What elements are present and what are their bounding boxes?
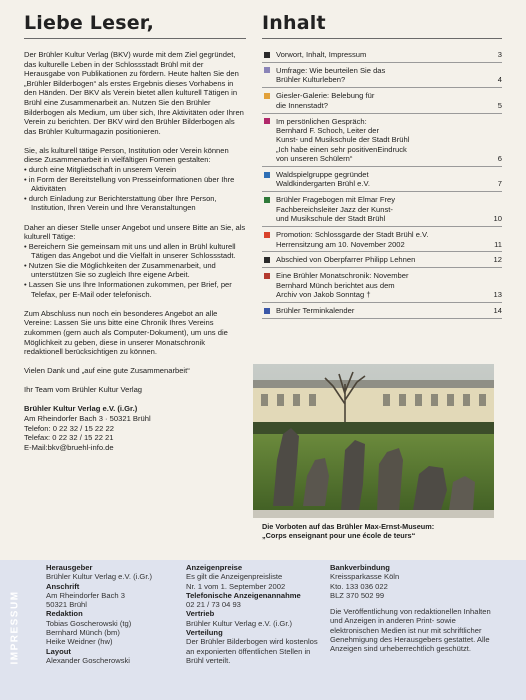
- editorial-body: [24, 50, 246, 452]
- section-marker-icon: [264, 197, 270, 203]
- toc-item[interactable]: [262, 303, 502, 319]
- section-marker-icon: [264, 232, 270, 238]
- toc-item-page: 11: [494, 239, 502, 249]
- list-item: • in Form der Bereitstellung von Presseinformationen über Ihre Aktivitäten: [24, 175, 246, 194]
- toc-item-page: 4: [497, 75, 502, 85]
- cooperation-list: [24, 165, 246, 213]
- contents-title: Inhalt: [262, 12, 502, 39]
- impressum-line: Alexander Goscherowski: [46, 655, 130, 665]
- impressum-column-publisher: [46, 563, 176, 665]
- list-item: • Nutzen Sie die Möglichkeiten der Zusammenarbeit, und unterstützen Sie so zugleich Ihre eigene Arbeit.: [24, 261, 246, 280]
- toc-item-page: 13: [493, 290, 502, 300]
- impressum-line: Brühler Kultur Verlag e.V. (i.Gr.): [46, 572, 153, 582]
- impressum-line: Bernhard Münch (bm): [46, 628, 120, 638]
- toc-item[interactable]: [262, 192, 502, 227]
- street-line: Am Rheindorfer Bach 3 · 50321 Brühl: [24, 414, 151, 423]
- publisher-address: [24, 404, 246, 452]
- toc-item-page: 12: [493, 255, 502, 265]
- phone-line: Telefon: 0 22 32 / 15 22 22: [24, 423, 114, 433]
- toc-item[interactable]: [262, 114, 502, 168]
- impressum-heading: Redaktion: [46, 609, 83, 619]
- section-marker-icon: [264, 308, 270, 314]
- editorial-paragraph: Der Brühler Kultur Verlag (BKV) wurde mit dem Ziel gegründet, das kulturelle Leben in der Schlossstadt Brühl mit der Herausgabe von Publikationen zu fördern. Heute halten Sie den „Brühler Bilderbogen“ als erstes Ergebnis dieses Vorhabens in den Händen. Der BKV als Verein bietet allen kulturell Tätigen in Brühl eine Zusammenarbeit an. Nutzen Sie den Brühler Bilderbogen als Medium, um über sich, Ihre Aktivitäten oder Ihren Verein zu berichten. Der BKV wird den Brühler Bilderbogen als das Brühler Kulturmagazin positionieren.: [24, 50, 244, 136]
- toc-item-title: Giesler-Galerie: Belebung für die Innenstadt?: [276, 91, 375, 110]
- impressum-line: an exponierten öffentlichen Stellen in: [186, 646, 311, 656]
- caption-line: „Corps enseignant pour une école de teurs“: [262, 531, 416, 541]
- section-marker-icon: [264, 273, 270, 279]
- list-item: • Lassen Sie uns Ihre Informationen zukommen, per Brief, per Telefax, per E-Mail oder telefonisch.: [24, 280, 246, 299]
- toc-item[interactable]: [262, 47, 502, 63]
- toc-item-page: 6: [497, 154, 502, 164]
- toc-item-page: 7: [497, 179, 502, 189]
- toc-item-page: 5: [497, 100, 502, 110]
- impressum-line: Nr. 1 vom 1. September 2002: [186, 581, 286, 591]
- section-marker-icon: [264, 118, 270, 124]
- toc-item-page: 10: [493, 214, 502, 224]
- email-line: [24, 443, 246, 453]
- impressum-heading: Herausgeber: [46, 563, 93, 572]
- impressum-column-bank: [330, 563, 500, 654]
- impressum-line: BLZ 370 502 99: [330, 590, 385, 600]
- toc-item-title: Waldspielgruppe gegründet Waldkindergarten Brühl e.V.: [276, 170, 370, 189]
- toc-item-title: Promotion: Schlossgarde der Stadt Brühl e.V. Herrensitzung am 10. November 2002: [276, 230, 429, 249]
- impressum-line: Tobias Goscherowski (tg): [46, 618, 132, 628]
- toc-item-title: Brühler Fragebogen mit Elmar Frey Fachbereichsleiter Jazz der Kunst- und Musikschule der Stadt Brühl: [276, 195, 396, 224]
- list-intro: Sie, als kulturell tätige Person, Institution oder Verein können diese Zusammenarbeit in vielfältigen Formen gestalten:: [24, 145, 229, 165]
- editorial-paragraph: Zum Abschluss nun noch ein besonderes Angebot an alle Vereine: Lassen Sie uns bitte eine Chronik Ihres Vereins zukommen (gern auch als Computer-Dokument), um uns die Möglichkeit zu geben, diese in unserer Monatschronik redaktionell berücksichtigen zu können.: [24, 308, 228, 357]
- impressum-label-text: IMPRESSUM: [9, 589, 21, 665]
- offer-list: [24, 242, 246, 300]
- impressum-heading: Vertrieb: [186, 609, 215, 619]
- section-marker-icon: [264, 172, 270, 178]
- impressum-line: Kreissparkasse Köln: [330, 572, 400, 582]
- fax-line: Telefax: 0 22 32 / 15 22 21: [24, 433, 114, 443]
- toc-item[interactable]: [262, 167, 502, 192]
- toc-item-title: Eine Brühler Monatschronik: November Bernhard Münch berichtet aus dem Archiv von Jakob Sonntag †: [276, 271, 409, 300]
- editorial-title: Liebe Leser,: [24, 12, 246, 39]
- editorial-paragraph: [24, 146, 246, 213]
- photo-caption: [262, 522, 498, 540]
- email-link[interactable]: bkv@bruehl-info.de: [47, 442, 114, 452]
- impressum-heading: Telefonische Anzeigenannahme: [186, 590, 301, 600]
- toc-item[interactable]: [262, 252, 502, 268]
- impressum-line: Kto. 133 036 022: [330, 581, 388, 591]
- impressum-heading: Bankverbindung: [330, 563, 390, 572]
- list-item: • Bereichern Sie gemeinsam mit uns und allen in Brühl kulturell Tätigen das Angebot und die Vielfalt in unserer Schlossstadt.: [24, 242, 246, 261]
- impressum-heading: Layout: [46, 646, 71, 656]
- impressum-line: Es gilt die Anzeigenpreisliste: [186, 572, 283, 582]
- impressum-line: 02 21 / 73 04 93: [186, 600, 241, 610]
- impressum-column-ads: [186, 563, 324, 665]
- editorial-column: [24, 12, 246, 452]
- table-of-contents: [262, 47, 502, 319]
- contents-column: [262, 12, 502, 319]
- thanks-line: Vielen Dank und „auf eine gute Zusammenarbeit“: [24, 366, 190, 376]
- impressum-label: [8, 568, 22, 686]
- copyright-note: Die Veröffentlichung von redaktionellen Inhalten und Anzeigen in anderen Print- sowie elektronischen Medien ist nur mit schriftlicher Genehmigung des Herausgebers gestattet. Alle Anzeigen sind urheberrechtlich geschützt.: [330, 607, 491, 654]
- toc-item-page: 14: [493, 306, 502, 316]
- section-marker-icon: [264, 257, 270, 263]
- impressum-heading: Anzeigenpreise: [186, 563, 243, 572]
- toc-item[interactable]: [262, 268, 502, 303]
- impressum-heading: Anschrift: [46, 581, 80, 591]
- editorial-paragraph: [24, 223, 246, 300]
- toc-item[interactable]: [262, 63, 502, 88]
- publisher-name: Brühler Kultur Verlag e.V. (i.Gr.): [24, 404, 138, 414]
- list-intro: Daher an dieser Stelle unser Angebot und unsere Bitte an Sie, als kulturell Tätige:: [24, 222, 246, 242]
- impressum-line: Am Rheindorfer Bach 3: [46, 590, 125, 600]
- impressum-line: Der Brühler Bilderbogen wird kostenlos: [186, 637, 318, 647]
- section-marker-icon: [264, 93, 270, 99]
- email-label: E-Mail:: [24, 442, 48, 452]
- caption-line: Die Vorboten auf das Brühler Max-Ernst-Museum:: [262, 522, 435, 531]
- toc-item-title: Vorwort, Inhalt, Impressum: [276, 50, 367, 59]
- list-item: • durch Einladung zur Berichterstattung über Ihre Person, Institution, Ihren Verein und Ihre Veranstaltungen: [24, 194, 246, 213]
- section-marker-icon: [264, 67, 270, 73]
- toc-item-title: Im persönlichen Gespräch: Bernhard F. Schoch, Leiter der Kunst- und Musikschule der Stadt Brühl „Ich habe einen sehr positivenEindruck von unseren Schülern“: [276, 116, 410, 164]
- impressum-line: Brühler Kultur Verlag e.V. (i.Gr.): [186, 618, 293, 628]
- section-marker-icon: [264, 52, 270, 58]
- toc-item-title: Abschied von Oberpfarrer Philipp Lehnen: [276, 255, 416, 265]
- toc-item-page: 3: [497, 50, 502, 59]
- impressum-line: Brühl verteilt.: [186, 655, 231, 665]
- impressum-line: Heike Weidner (hw): [46, 637, 113, 647]
- sculpture-photo: [253, 364, 494, 518]
- impressum-heading: Verteilung: [186, 628, 223, 638]
- list-item: • durch eine Mitgliedschaft in unserem Verein: [24, 165, 246, 175]
- toc-item-title: Umfrage: Wie beurteilen Sie das Brühler Kulturleben?: [276, 65, 386, 85]
- signature: Ihr Team vom Brühler Kultur Verlag: [24, 385, 143, 395]
- impressum-line: 50321 Brühl: [46, 600, 87, 610]
- toc-item-title: Brühler Terminkalender: [276, 306, 355, 316]
- toc-item[interactable]: [262, 227, 502, 252]
- toc-item[interactable]: [262, 88, 502, 113]
